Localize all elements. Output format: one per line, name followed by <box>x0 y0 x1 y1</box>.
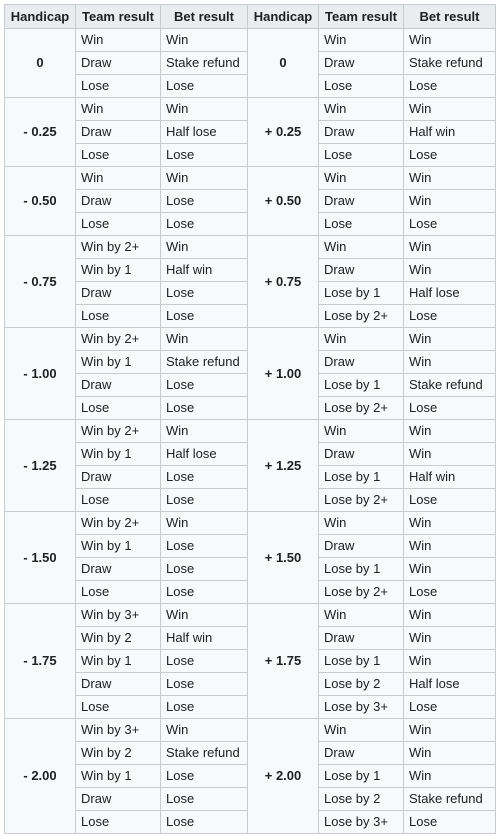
bet-result-positive: Lose <box>404 696 496 719</box>
bet-result-negative: Win <box>161 29 248 52</box>
team-result-positive: Lose by 1 <box>319 374 404 397</box>
bet-result-negative: Stake refund <box>161 52 248 75</box>
team-result-positive: Lose by 1 <box>319 558 404 581</box>
bet-result-positive: Win <box>404 627 496 650</box>
bet-result-positive: Win <box>404 420 496 443</box>
team-result-positive: Win <box>319 512 404 535</box>
team-result-negative: Lose <box>76 489 161 512</box>
team-result-negative: Draw <box>76 673 161 696</box>
bet-result-positive: Stake refund <box>404 788 496 811</box>
team-result-negative: Draw <box>76 282 161 305</box>
team-result-negative: Win <box>76 167 161 190</box>
bet-result-negative: Lose <box>161 489 248 512</box>
team-result-negative: Draw <box>76 466 161 489</box>
bet-result-negative: Lose <box>161 558 248 581</box>
team-result-positive: Lose by 2+ <box>319 397 404 420</box>
team-result-negative: Draw <box>76 558 161 581</box>
handicap-positive: + 1.50 <box>248 512 319 604</box>
team-result-positive: Draw <box>319 742 404 765</box>
bet-result-positive: Win <box>404 259 496 282</box>
table-row <box>5 420 496 443</box>
bet-result-negative: Lose <box>161 282 248 305</box>
bet-result-positive: Lose <box>404 397 496 420</box>
bet-result-positive: Win <box>404 190 496 213</box>
team-result-negative: Draw <box>76 121 161 144</box>
bet-result-positive: Win <box>404 558 496 581</box>
team-result-positive: Win <box>319 719 404 742</box>
team-result-negative: Lose <box>76 696 161 719</box>
bet-result-negative: Win <box>161 236 248 259</box>
team-result-positive: Draw <box>319 259 404 282</box>
team-result-negative: Lose <box>76 305 161 328</box>
bet-result-positive: Lose <box>404 489 496 512</box>
bet-result-negative: Half lose <box>161 121 248 144</box>
team-result-negative: Win by 1 <box>76 765 161 788</box>
team-result-negative: Lose <box>76 75 161 98</box>
handicap-positive: + 0.50 <box>248 167 319 236</box>
bet-result-negative: Half lose <box>161 443 248 466</box>
team-result-positive: Win <box>319 328 404 351</box>
handicap-table <box>4 4 496 834</box>
team-result-positive: Lose by 1 <box>319 765 404 788</box>
team-result-positive: Win <box>319 167 404 190</box>
team-result-positive: Draw <box>319 535 404 558</box>
handicap-positive: + 0.75 <box>248 236 319 328</box>
bet-result-negative: Lose <box>161 673 248 696</box>
header-bet-result: Bet result <box>404 5 496 29</box>
table-row <box>5 512 496 535</box>
bet-result-positive: Half lose <box>404 282 496 305</box>
table-row <box>5 719 496 742</box>
team-result-positive: Win <box>319 98 404 121</box>
team-result-positive: Lose <box>319 213 404 236</box>
team-result-negative: Win by 2 <box>76 627 161 650</box>
header-row <box>5 5 496 29</box>
bet-result-negative: Lose <box>161 75 248 98</box>
team-result-negative: Win by 1 <box>76 351 161 374</box>
bet-result-negative: Win <box>161 98 248 121</box>
team-result-positive: Lose by 2+ <box>319 489 404 512</box>
header-team-result: Team result <box>76 5 161 29</box>
team-result-negative: Win by 3+ <box>76 719 161 742</box>
team-result-positive: Lose by 2 <box>319 788 404 811</box>
bet-result-negative: Lose <box>161 397 248 420</box>
handicap-negative: - 0.25 <box>5 98 76 167</box>
handicap-positive: + 1.25 <box>248 420 319 512</box>
bet-result-negative: Lose <box>161 696 248 719</box>
handicap-positive: + 1.00 <box>248 328 319 420</box>
table-row <box>5 604 496 627</box>
team-result-negative: Lose <box>76 397 161 420</box>
team-result-positive: Lose by 1 <box>319 650 404 673</box>
team-result-negative: Win by 2+ <box>76 328 161 351</box>
team-result-positive: Win <box>319 236 404 259</box>
bet-result-negative: Win <box>161 604 248 627</box>
team-result-positive: Draw <box>319 190 404 213</box>
bet-result-positive: Win <box>404 328 496 351</box>
team-result-positive: Draw <box>319 627 404 650</box>
handicap-positive: + 1.75 <box>248 604 319 719</box>
handicap-negative: - 1.50 <box>5 512 76 604</box>
handicap-negative: - 2.00 <box>5 719 76 834</box>
bet-result-positive: Stake refund <box>404 52 496 75</box>
bet-result-positive: Win <box>404 719 496 742</box>
team-result-negative: Draw <box>76 190 161 213</box>
team-result-positive: Lose by 2+ <box>319 305 404 328</box>
team-result-positive: Lose by 2 <box>319 673 404 696</box>
header-team-result: Team result <box>319 5 404 29</box>
table-row <box>5 167 496 190</box>
bet-result-negative: Win <box>161 328 248 351</box>
bet-result-positive: Lose <box>404 305 496 328</box>
bet-result-positive: Lose <box>404 213 496 236</box>
team-result-positive: Lose by 1 <box>319 282 404 305</box>
bet-result-negative: Lose <box>161 788 248 811</box>
team-result-negative: Win by 2 <box>76 742 161 765</box>
team-result-negative: Win by 2+ <box>76 236 161 259</box>
team-result-positive: Lose by 3+ <box>319 696 404 719</box>
header-bet-result: Bet result <box>161 5 248 29</box>
team-result-negative: Win by 1 <box>76 443 161 466</box>
bet-result-positive: Win <box>404 765 496 788</box>
table-row <box>5 236 496 259</box>
table-row <box>5 98 496 121</box>
team-result-negative: Lose <box>76 811 161 834</box>
bet-result-negative: Lose <box>161 466 248 489</box>
bet-result-positive: Win <box>404 512 496 535</box>
team-result-positive: Lose by 2+ <box>319 581 404 604</box>
team-result-negative: Win by 1 <box>76 259 161 282</box>
bet-result-negative: Lose <box>161 581 248 604</box>
team-result-positive: Draw <box>319 52 404 75</box>
table-row <box>5 29 496 52</box>
bet-result-negative: Lose <box>161 535 248 558</box>
bet-result-positive: Win <box>404 650 496 673</box>
bet-result-negative: Stake refund <box>161 742 248 765</box>
team-result-negative: Win by 2+ <box>76 420 161 443</box>
bet-result-positive: Win <box>404 535 496 558</box>
bet-result-negative: Lose <box>161 374 248 397</box>
handicap-positive: + 0.25 <box>248 98 319 167</box>
team-result-negative: Win by 3+ <box>76 604 161 627</box>
bet-result-negative: Lose <box>161 765 248 788</box>
team-result-negative: Lose <box>76 581 161 604</box>
team-result-negative: Win by 1 <box>76 535 161 558</box>
team-result-negative: Lose <box>76 213 161 236</box>
table-body <box>5 29 496 834</box>
bet-result-negative: Win <box>161 512 248 535</box>
bet-result-negative: Win <box>161 719 248 742</box>
bet-result-positive: Win <box>404 443 496 466</box>
bet-result-negative: Lose <box>161 650 248 673</box>
team-result-negative: Lose <box>76 144 161 167</box>
team-result-positive: Lose <box>319 144 404 167</box>
table-header <box>5 5 496 29</box>
bet-result-positive: Half lose <box>404 673 496 696</box>
bet-result-positive: Win <box>404 98 496 121</box>
team-result-negative: Win <box>76 98 161 121</box>
bet-result-negative: Win <box>161 420 248 443</box>
bet-result-negative: Lose <box>161 190 248 213</box>
team-result-positive: Lose <box>319 75 404 98</box>
bet-result-positive: Lose <box>404 144 496 167</box>
bet-result-positive: Win <box>404 236 496 259</box>
team-result-negative: Win by 1 <box>76 650 161 673</box>
bet-result-positive: Win <box>404 167 496 190</box>
team-result-positive: Lose by 3+ <box>319 811 404 834</box>
team-result-negative: Draw <box>76 52 161 75</box>
header-handicap: Handicap <box>5 5 76 29</box>
table-row <box>5 328 496 351</box>
team-result-negative: Win by 2+ <box>76 512 161 535</box>
bet-result-positive: Half win <box>404 121 496 144</box>
header-handicap: Handicap <box>248 5 319 29</box>
team-result-negative: Draw <box>76 788 161 811</box>
handicap-positive: + 2.00 <box>248 719 319 834</box>
handicap-positive: 0 <box>248 29 319 98</box>
bet-result-positive: Win <box>404 742 496 765</box>
bet-result-positive: Stake refund <box>404 374 496 397</box>
bet-result-negative: Lose <box>161 811 248 834</box>
bet-result-positive: Win <box>404 29 496 52</box>
bet-result-negative: Half win <box>161 259 248 282</box>
bet-result-negative: Lose <box>161 213 248 236</box>
bet-result-negative: Lose <box>161 305 248 328</box>
bet-result-positive: Win <box>404 604 496 627</box>
bet-result-negative: Win <box>161 167 248 190</box>
team-result-positive: Draw <box>319 351 404 374</box>
bet-result-positive: Lose <box>404 811 496 834</box>
handicap-negative: - 1.25 <box>5 420 76 512</box>
team-result-positive: Win <box>319 420 404 443</box>
handicap-negative: - 0.75 <box>5 236 76 328</box>
bet-result-negative: Half win <box>161 627 248 650</box>
bet-result-positive: Half win <box>404 466 496 489</box>
team-result-positive: Lose by 1 <box>319 466 404 489</box>
handicap-negative: - 0.50 <box>5 167 76 236</box>
handicap-negative: - 1.75 <box>5 604 76 719</box>
team-result-positive: Draw <box>319 443 404 466</box>
bet-result-negative: Lose <box>161 144 248 167</box>
handicap-negative: - 1.00 <box>5 328 76 420</box>
team-result-negative: Draw <box>76 374 161 397</box>
bet-result-positive: Win <box>404 351 496 374</box>
team-result-positive: Draw <box>319 121 404 144</box>
handicap-negative: 0 <box>5 29 76 98</box>
bet-result-negative: Stake refund <box>161 351 248 374</box>
team-result-positive: Win <box>319 604 404 627</box>
bet-result-positive: Lose <box>404 75 496 98</box>
team-result-negative: Win <box>76 29 161 52</box>
bet-result-positive: Lose <box>404 581 496 604</box>
team-result-positive: Win <box>319 29 404 52</box>
